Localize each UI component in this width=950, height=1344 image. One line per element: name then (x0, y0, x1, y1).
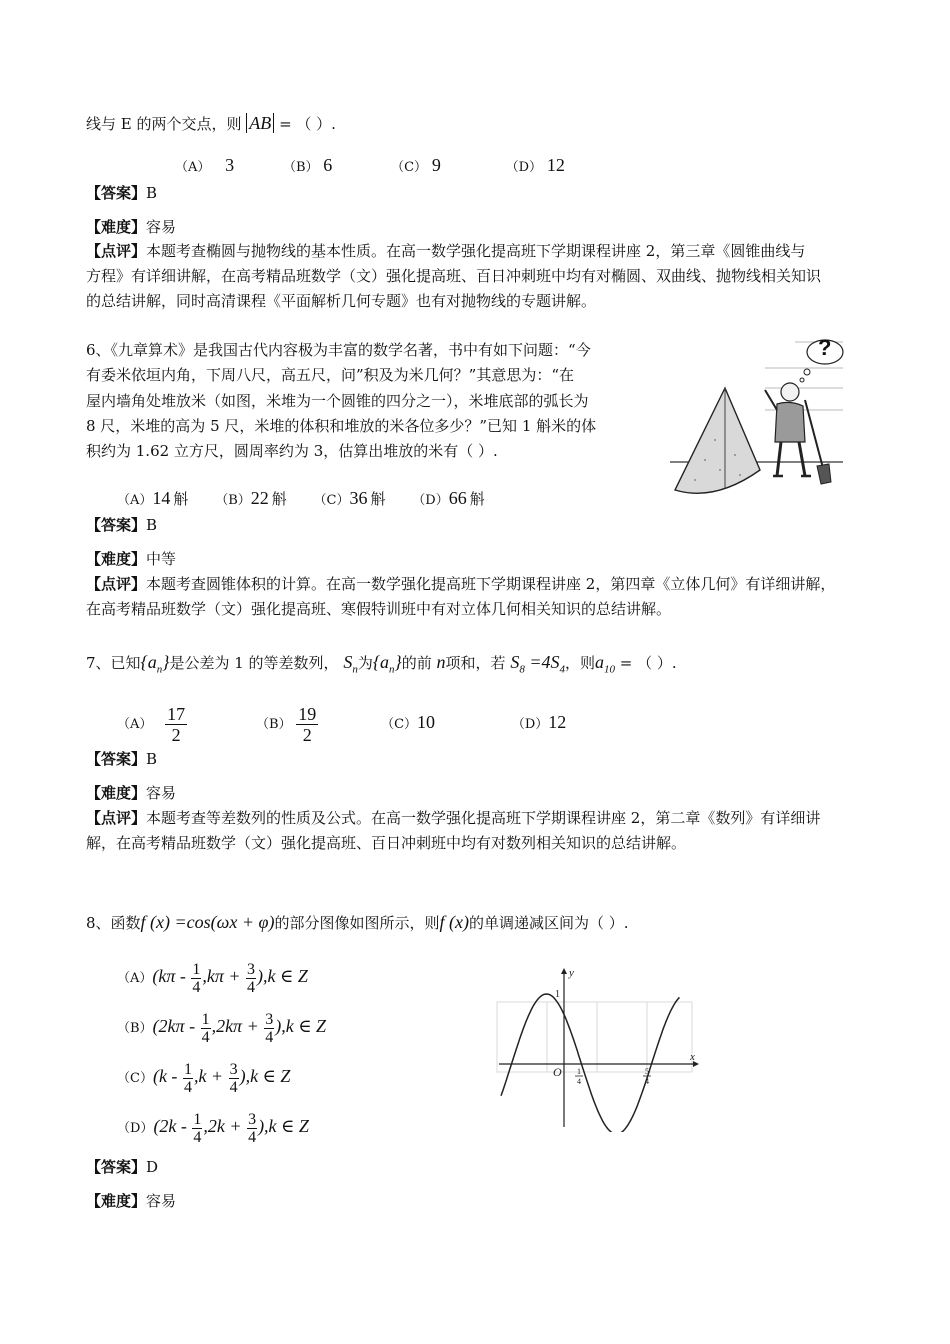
q8-tick-b-den: 4 (645, 1077, 649, 1086)
q7-seq2-sub: n (389, 663, 395, 676)
q6-question-mark: ? (818, 335, 832, 360)
q8-option-c (117, 1056, 290, 1099)
q7-a10-letter: a (595, 652, 605, 672)
q8-option-c-mid: ,k + (193, 1066, 228, 1086)
q8-option-d-pre: (2k - (153, 1116, 192, 1136)
q8-option-b-post: ),k ∈ Z (275, 1016, 327, 1036)
q8-option-b-mid: ,2kπ + (211, 1016, 264, 1036)
q7-seq-close: } (162, 652, 170, 672)
q8-option-c-frac3-num: 3 (229, 1060, 238, 1078)
q7-comment-text-1: 本题考查等差数列的性质及公式。在高一数学强化提高班下学期课程讲座 2，第二章《数列》有详细讲 (146, 809, 821, 827)
q8-option-a-frac1-num: 1 (192, 960, 201, 978)
q8-tick-a-den: 4 (577, 1077, 581, 1086)
q7-option-c-label: （C） (381, 717, 418, 732)
q7-option-d-label: （D） (511, 717, 549, 732)
q6-comment-tag: 【点评】 (86, 575, 147, 593)
q8-option-c-frac1-den: 4 (183, 1078, 192, 1096)
q7-stem-e: 项和，若 (445, 654, 506, 672)
q7-answer-tag: 【答案】 (86, 750, 147, 768)
q6-rice-pile-figure (665, 330, 845, 498)
q7-option-b-label: （B） (255, 717, 292, 732)
q7-option-b-den: 2 (302, 724, 312, 745)
q7-difficulty (86, 783, 176, 803)
q6-stem-line-2: 有委米依垣内角，下周八尺，高五尺，问”积及为米几何？”其意思为：“在 (86, 366, 575, 384)
q7-sn (343, 652, 358, 676)
q5-option-c-label: （C） (391, 160, 428, 175)
q5-options (175, 155, 565, 178)
q5-answer-tag: 【答案】 (86, 184, 147, 202)
q8-option-b-frac3-num: 3 (265, 1010, 274, 1028)
q7-a10 (595, 652, 616, 676)
q8-option-a-frac1-den: 4 (192, 978, 201, 996)
q7-comment-line-1 (86, 808, 820, 828)
q6-stem-line-4: 8 尺，米堆的高为 5 尺，米堆的体积和堆放的米各位多少？”已知 1 斛米的体 (86, 417, 597, 435)
q6-difficulty-tag: 【难度】 (86, 550, 147, 568)
q6-option-a-unit: 斛 (173, 490, 189, 508)
q6-option-c-label: （C） (313, 493, 350, 508)
q7-option-a-fraction (165, 704, 187, 745)
q7-stem-c: 为 (357, 654, 373, 672)
q8-option-c-label: （C） (117, 1071, 153, 1086)
q8-difficulty-tag: 【难度】 (86, 1192, 147, 1210)
q5-answer-value: B (146, 184, 158, 202)
q5-comment-text-1: 本题考查椭圆与抛物线的基本性质。在高一数学强化提高班下学期课程讲座 2，第三章《圆锥曲线与 (146, 242, 806, 260)
q8-option-b-frac3-den: 4 (265, 1028, 274, 1046)
q7-s-letter: S (343, 652, 353, 672)
q8-x-label: x (690, 1051, 695, 1063)
q5-difficulty-value: 容易 (146, 218, 177, 236)
q7-answer-value: B (146, 750, 158, 768)
q8-option-a-label: （A） (117, 971, 153, 986)
q6-option-b-unit: 斛 (271, 490, 287, 508)
q8-option-a-pre: (kπ - (152, 966, 191, 986)
q8-option-d-frac1-den: 4 (193, 1128, 202, 1146)
q8-option-a-frac3 (246, 961, 256, 996)
q5-option-d-value: 12 (546, 155, 565, 175)
q8-option-c-pre: (k - (152, 1066, 182, 1086)
q8-option-d-frac1 (192, 1111, 202, 1146)
q5-difficulty-tag: 【难度】 (86, 218, 147, 236)
q7-stem-b: 是公差为 1 的等差数列， (169, 654, 339, 672)
q8-option-b-frac1-num: 1 (201, 1010, 210, 1028)
q8-cosine-graph (487, 962, 702, 1132)
q8-option-d-mid: ,2k + (203, 1116, 247, 1136)
q7-option-a-den: 2 (171, 724, 181, 745)
q5-stem-suffix: = （ ）. (279, 115, 336, 133)
q8-option-d-post: ),k ∈ Z (258, 1116, 309, 1136)
q8-option-b-label: （B） (117, 1021, 153, 1036)
q5-comment-line-1 (86, 241, 805, 261)
q5-abs-ab: AB (246, 113, 274, 133)
q7-option-d-value: 12 (548, 712, 567, 732)
q6-stem-line-5: 积约为 1.62 立方尺，圆周率约为 3，估算出堆放的米有（ ）. (86, 442, 498, 460)
q8-func-2: f (x) (439, 912, 469, 932)
q5-difficulty (86, 217, 176, 237)
q8-option-b-pre: (2kπ - (152, 1016, 200, 1036)
q5-stem-prefix: 线与 E 的两个交点，则 (86, 115, 242, 133)
q7-stem-a: 7、已知 (86, 654, 141, 672)
q7-stem (86, 652, 677, 680)
q5-option-a-label: （A） (175, 160, 211, 175)
q8-tick-a-num: 1 (577, 1067, 581, 1076)
q5-option-b-value: 6 (323, 155, 333, 175)
q7-seq2-open: {a (372, 652, 390, 672)
q7-option-b-num: 19 (298, 703, 317, 724)
q8-option-d-label: （D） (117, 1121, 154, 1136)
q7-difficulty-value: 容易 (146, 784, 177, 802)
q6-difficulty-value: 中等 (146, 550, 177, 568)
q5-comment-line-3: 的总结讲解，同时高清课程《平面解析几何专题》也有对抛物线的专题讲解。 (86, 292, 597, 310)
q6-options (117, 488, 485, 511)
q8-stem (86, 912, 629, 933)
q8-option-d-frac3-num: 3 (248, 1110, 257, 1128)
q6-option-b-value: 22 (250, 488, 269, 508)
q7-cond-mid: =4 (524, 652, 551, 672)
q7-option-c-value: 10 (417, 712, 436, 732)
q8-y-label: y (569, 967, 574, 979)
q6-answer-value: B (146, 516, 158, 534)
q6-stem-line-1: 6、《九章算术》是我国古代内容极为丰富的数学名著，书中有如下问题：“今 (86, 341, 591, 359)
q7-answer (86, 749, 157, 769)
q5-comment-tag: 【点评】 (86, 242, 147, 260)
q7-condition (510, 652, 565, 676)
q8-option-c-frac1-num: 1 (183, 1060, 192, 1078)
q8-answer (86, 1157, 158, 1177)
q8-option-a-frac1 (191, 961, 201, 996)
q6-comment-text-1: 本题考查圆锥体积的计算。在高一数学强化提高班下学期课程讲座 2，第四章《立体几何》有详细讲解， (146, 575, 836, 593)
q5-answer (86, 183, 157, 203)
q7-option-b-fraction (296, 704, 318, 745)
q8-option-d-frac3-den: 4 (248, 1128, 257, 1146)
q8-origin-label: O (553, 1065, 562, 1079)
q8-one-label: 1 (555, 989, 560, 1000)
q6-stem-line-3: 屋内墙角处堆放米（如图，米堆为一个圆锥的四分之一），米堆底部的弧长为 (86, 392, 589, 410)
q6-option-c-unit: 斛 (370, 490, 386, 508)
q7-s8-sub: 8 (519, 663, 525, 676)
q7-stem-d: 的前 (401, 654, 432, 672)
q8-option-c-frac1 (183, 1061, 193, 1096)
q8-option-a (117, 956, 308, 999)
q6-answer (86, 515, 157, 535)
q5-option-a-value: 3 (225, 155, 235, 175)
q6-comment-line-1 (86, 574, 835, 594)
q8-option-a-mid: ,kπ + (202, 966, 246, 986)
q6-option-b-label: （B） (215, 493, 251, 508)
q6-difficulty (86, 549, 176, 569)
q8-stem-b: 的部分图像如图所示，则 (274, 914, 440, 932)
q7-seq-an (140, 652, 170, 676)
q7-s4-letter: S (550, 652, 560, 672)
q7-stem-f: ，则 (565, 654, 596, 672)
q7-options (117, 700, 566, 747)
q7-s-sub: n (352, 663, 358, 676)
q6-option-d-unit: 斛 (469, 490, 485, 508)
q8-option-c-post: ),k ∈ Z (239, 1066, 291, 1086)
q7-n: n (436, 652, 446, 672)
q6-option-a-label: （A） (117, 493, 153, 508)
q7-option-a-num: 17 (167, 703, 186, 724)
q8-func: f (x) =cos(ωx + φ) (140, 912, 275, 932)
q8-option-d-frac3 (247, 1111, 257, 1146)
q6-option-d-label: （D） (412, 493, 449, 508)
q8-option-b-frac1 (201, 1011, 211, 1046)
q6-answer-tag: 【答案】 (86, 516, 147, 534)
q7-option-a-label: （A） (117, 717, 153, 732)
q8-option-a-frac3-num: 3 (247, 960, 256, 978)
q6-comment-line-2: 在高考精品班数学（文）强化提高班、寒假特训班中有对立体几何相关知识的总结讲解。 (86, 600, 672, 618)
q5-stem (86, 113, 336, 134)
q7-seq2-close: } (394, 652, 402, 672)
q8-option-c-frac3-den: 4 (229, 1078, 238, 1096)
q8-option-d (117, 1106, 309, 1149)
q7-s4-sub: 4 (559, 663, 565, 676)
q7-seq-open: {a (140, 652, 157, 672)
q8-difficulty-value: 容易 (146, 1192, 177, 1210)
q8-option-a-frac3-den: 4 (247, 978, 256, 996)
q5-option-d-label: （D） (505, 160, 543, 175)
q6-option-a-value: 14 (152, 488, 171, 508)
q8-answer-value: D (146, 1158, 159, 1176)
q8-option-b-frac1-den: 4 (201, 1028, 210, 1046)
q6-option-c-value: 36 (349, 488, 368, 508)
q5-comment-line-2: 方程》有详细讲解，在高考精品班数学（文）强化提高班、百日冲刺班中均有对椭圆、双曲线、抛物线相关知识 (86, 267, 822, 285)
q8-option-b (117, 1006, 326, 1049)
q5-option-b-label: （B） (282, 160, 319, 175)
q7-comment-line-2: 解，在高考精品班数学（文）强化提高班、百日冲刺班中均有对数列相关知识的总结讲解。 (86, 834, 687, 852)
q7-stem-g: = （ ）. (615, 654, 677, 672)
q5-option-c-value: 9 (431, 155, 441, 175)
q8-stem-a: 8、函数 (86, 914, 141, 932)
q8-answer-tag: 【答案】 (86, 1158, 147, 1176)
q7-s8-letter: S (510, 652, 520, 672)
q7-seq-an-2 (372, 652, 402, 676)
q8-tick-b-num: 5 (645, 1067, 649, 1076)
q8-option-b-frac3 (264, 1011, 274, 1046)
q7-a10-sub: 10 (604, 663, 616, 676)
q7-seq-sub: n (156, 663, 163, 676)
q8-option-c-frac3 (229, 1061, 239, 1096)
q8-option-a-post: ),k ∈ Z (257, 966, 308, 986)
q8-option-d-frac1-num: 1 (193, 1110, 202, 1128)
q7-comment-tag: 【点评】 (86, 809, 147, 827)
q8-stem-c: 的单调递减区间为（ ）. (468, 914, 629, 932)
q8-difficulty (86, 1191, 176, 1211)
q7-difficulty-tag: 【难度】 (86, 784, 147, 802)
q6-option-d-value: 66 (448, 488, 467, 508)
